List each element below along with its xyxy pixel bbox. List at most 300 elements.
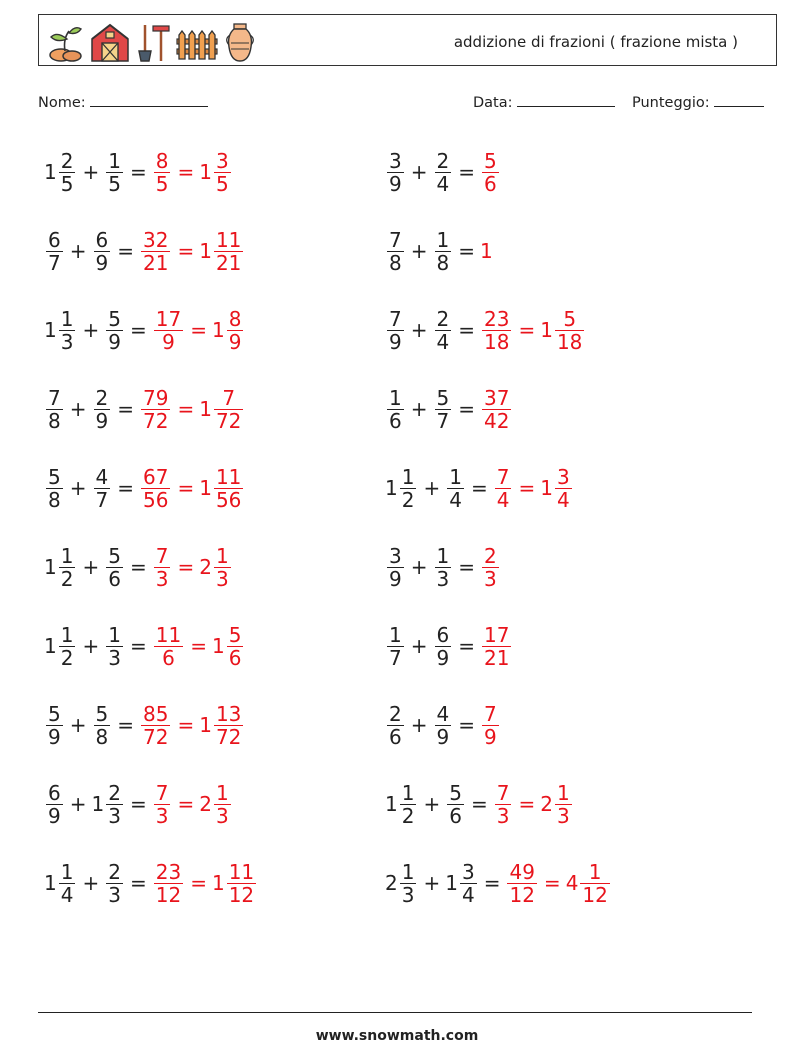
whole-part: 1 bbox=[199, 713, 212, 737]
mixed-number bbox=[385, 782, 418, 827]
score-line[interactable] bbox=[714, 94, 764, 107]
mixed-number bbox=[139, 229, 172, 274]
denominator: 8 bbox=[48, 487, 61, 512]
numerator: 1 bbox=[108, 148, 121, 173]
equals-sign: = bbox=[458, 318, 475, 342]
mixed-number bbox=[385, 308, 406, 353]
denominator: 3 bbox=[155, 803, 169, 828]
denominator: 9 bbox=[436, 645, 450, 670]
denominator: 9 bbox=[48, 803, 61, 828]
whole-part: 1 bbox=[211, 318, 225, 342]
denominator: 3 bbox=[496, 803, 510, 828]
whole-part: 1 bbox=[91, 792, 105, 816]
denominator: 9 bbox=[389, 329, 402, 354]
numerator: 2 bbox=[484, 543, 497, 568]
numerator: 7 bbox=[155, 780, 169, 805]
plus-sign: + bbox=[69, 239, 87, 263]
mixed-number bbox=[139, 387, 172, 432]
date-field[interactable] bbox=[473, 94, 615, 111]
numerator: 1 bbox=[389, 622, 402, 647]
numerator: 6 bbox=[48, 227, 61, 252]
fraction bbox=[106, 308, 123, 353]
plus-sign: + bbox=[69, 476, 87, 500]
mixed-number bbox=[212, 861, 258, 906]
denominator: 9 bbox=[484, 724, 497, 749]
numerator: 13 bbox=[215, 701, 242, 726]
numerator: 7 bbox=[222, 385, 236, 410]
fraction bbox=[214, 150, 231, 195]
numerator: 7 bbox=[48, 385, 61, 410]
equals-sign: = bbox=[518, 792, 536, 816]
denominator: 56 bbox=[143, 487, 169, 512]
numerator: 6 bbox=[95, 227, 109, 252]
numerator: 2 bbox=[436, 148, 450, 173]
mixed-number bbox=[152, 782, 173, 827]
fraction bbox=[59, 308, 76, 353]
fraction bbox=[387, 150, 404, 195]
fraction bbox=[482, 150, 499, 195]
denominator: 7 bbox=[95, 487, 109, 512]
fraction bbox=[482, 387, 511, 432]
problem-item bbox=[44, 300, 245, 360]
fraction bbox=[46, 466, 63, 511]
numerator: 2 bbox=[108, 780, 121, 805]
problem-item bbox=[385, 695, 501, 755]
denominator: 6 bbox=[228, 645, 242, 670]
mixed-number bbox=[540, 466, 573, 511]
numerator: 7 bbox=[389, 306, 402, 331]
denominator: 12 bbox=[155, 882, 182, 907]
denominator: 4 bbox=[556, 487, 570, 512]
denominator: 7 bbox=[48, 250, 61, 275]
denominator: 5 bbox=[155, 171, 169, 196]
fraction bbox=[555, 308, 584, 353]
denominator: 9 bbox=[436, 724, 450, 749]
denominator: 3 bbox=[108, 803, 121, 828]
denominator: 8 bbox=[48, 408, 61, 433]
mixed-number bbox=[445, 782, 466, 827]
mixed-number bbox=[44, 466, 65, 511]
mixed-number bbox=[480, 703, 501, 748]
mixed-number bbox=[44, 703, 65, 748]
fraction bbox=[400, 466, 417, 511]
equals-sign: = bbox=[117, 476, 134, 500]
equals-sign: = bbox=[470, 792, 488, 816]
mixed-number bbox=[445, 861, 478, 906]
denominator: 6 bbox=[389, 724, 402, 749]
denominator: 3 bbox=[484, 566, 497, 591]
denominator: 7 bbox=[436, 408, 450, 433]
denominator: 9 bbox=[95, 250, 109, 275]
mixed-number bbox=[199, 782, 232, 827]
numerator: 8 bbox=[155, 148, 169, 173]
numerator: 8 bbox=[228, 306, 242, 331]
equals-sign: = bbox=[470, 476, 488, 500]
numerator: 3 bbox=[461, 859, 475, 884]
mixed-number bbox=[199, 387, 245, 432]
denominator: 42 bbox=[484, 408, 510, 433]
equals-sign: = bbox=[177, 239, 195, 263]
denominator: 2 bbox=[401, 803, 415, 828]
denominator: 3 bbox=[436, 566, 450, 591]
denominator: 4 bbox=[449, 487, 462, 512]
plus-sign: + bbox=[82, 634, 100, 658]
equals-sign: = bbox=[117, 239, 134, 263]
equals-sign: = bbox=[190, 871, 207, 895]
denominator: 2 bbox=[60, 645, 74, 670]
problem-item bbox=[385, 300, 586, 360]
mixed-number bbox=[92, 782, 125, 827]
numerator: 5 bbox=[48, 464, 61, 489]
plus-sign: + bbox=[410, 318, 428, 342]
denominator: 2 bbox=[401, 487, 415, 512]
fraction bbox=[94, 703, 111, 748]
denominator: 3 bbox=[108, 645, 121, 670]
mixed-number bbox=[480, 624, 513, 669]
numerator: 1 bbox=[401, 859, 415, 884]
numerator: 7 bbox=[155, 543, 169, 568]
whole-part: 1 bbox=[540, 476, 553, 500]
denominator: 5 bbox=[108, 171, 121, 196]
mixed-number bbox=[212, 308, 245, 353]
numerator: 17 bbox=[155, 306, 182, 331]
mixed-number bbox=[92, 703, 113, 748]
numerator: 7 bbox=[484, 701, 497, 726]
mixed-number bbox=[44, 150, 77, 195]
numerator: 5 bbox=[108, 306, 121, 331]
sprout-icon bbox=[45, 21, 85, 63]
whole-part: 2 bbox=[540, 792, 553, 816]
fraction bbox=[387, 545, 404, 590]
problem-item bbox=[44, 853, 258, 913]
fraction bbox=[94, 387, 111, 432]
equals-sign: = bbox=[518, 476, 536, 500]
fraction bbox=[154, 150, 171, 195]
denominator: 18 bbox=[484, 329, 510, 354]
mixed-number bbox=[385, 861, 418, 906]
fraction bbox=[580, 861, 609, 906]
mixed-number bbox=[44, 861, 77, 906]
mixed-number bbox=[540, 782, 573, 827]
whole-part: 4 bbox=[565, 871, 579, 895]
fraction bbox=[106, 545, 123, 590]
mixed-number bbox=[139, 466, 172, 511]
fraction bbox=[46, 703, 63, 748]
equals-sign: = bbox=[129, 555, 147, 579]
equals-sign: = bbox=[458, 160, 475, 184]
name-line[interactable] bbox=[90, 94, 208, 107]
whole-part: 1 bbox=[385, 792, 398, 816]
equals-sign: = bbox=[458, 555, 475, 579]
fraction bbox=[46, 387, 63, 432]
problem-item bbox=[385, 458, 574, 518]
footer-divider bbox=[38, 1012, 752, 1013]
mixed-number bbox=[385, 624, 406, 669]
numerator: 1 bbox=[215, 543, 229, 568]
fraction bbox=[482, 624, 511, 669]
fraction bbox=[46, 782, 63, 827]
mixed-number bbox=[433, 308, 454, 353]
equals-sign: = bbox=[458, 634, 475, 658]
fraction bbox=[214, 703, 243, 748]
denominator: 72 bbox=[143, 408, 169, 433]
denominator: 9 bbox=[389, 171, 402, 196]
mixed-number bbox=[433, 703, 454, 748]
date-line[interactable] bbox=[517, 94, 615, 107]
mixed-number bbox=[152, 150, 173, 195]
plus-sign: + bbox=[423, 476, 441, 500]
mixed-number bbox=[199, 466, 245, 511]
equals-sign: = bbox=[177, 160, 195, 184]
numerator: 1 bbox=[60, 306, 74, 331]
fraction bbox=[214, 782, 231, 827]
denominator: 9 bbox=[108, 329, 121, 354]
whole-part: 1 bbox=[385, 476, 398, 500]
numerator: 5 bbox=[108, 543, 121, 568]
problem-item bbox=[44, 537, 233, 597]
mixed-number bbox=[199, 150, 232, 195]
fraction bbox=[435, 545, 452, 590]
fraction bbox=[227, 861, 256, 906]
denominator: 9 bbox=[389, 566, 402, 591]
problem-item bbox=[385, 537, 501, 597]
whole-part: 1 bbox=[44, 555, 57, 579]
mixed-number bbox=[480, 545, 501, 590]
fraction bbox=[106, 150, 123, 195]
equals-sign: = bbox=[177, 792, 195, 816]
numerator: 67 bbox=[143, 464, 169, 489]
fraction bbox=[495, 466, 512, 511]
denominator: 3 bbox=[556, 803, 570, 828]
mixed-number bbox=[212, 624, 245, 669]
mixed-number bbox=[104, 624, 125, 669]
mixed-number bbox=[480, 150, 501, 195]
clay-jar-icon bbox=[223, 21, 257, 63]
fraction bbox=[214, 545, 231, 590]
numerator: 1 bbox=[449, 464, 462, 489]
plus-sign: + bbox=[410, 239, 428, 263]
whole-part: 1 bbox=[211, 634, 225, 658]
numerator: 23 bbox=[484, 306, 510, 331]
problem-item bbox=[44, 458, 245, 518]
fraction bbox=[387, 624, 404, 669]
numerator: 49 bbox=[509, 859, 535, 884]
fraction bbox=[141, 466, 170, 511]
plus-sign: + bbox=[410, 160, 428, 184]
equals-sign: = bbox=[117, 713, 134, 737]
denominator: 21 bbox=[484, 645, 510, 670]
fraction bbox=[435, 624, 452, 669]
denominator: 8 bbox=[436, 250, 450, 275]
numerator: 1 bbox=[436, 543, 450, 568]
numerator: 2 bbox=[60, 148, 74, 173]
denominator: 4 bbox=[461, 882, 475, 907]
denominator: 4 bbox=[496, 487, 510, 512]
denominator: 6 bbox=[389, 408, 402, 433]
equals-sign: = bbox=[177, 397, 195, 421]
numerator: 11 bbox=[215, 227, 242, 252]
whole-part: 2 bbox=[385, 871, 398, 895]
numerator: 6 bbox=[48, 780, 61, 805]
denominator: 3 bbox=[215, 803, 229, 828]
numerator: 4 bbox=[95, 464, 109, 489]
fraction bbox=[106, 624, 123, 669]
problem-item bbox=[385, 853, 612, 913]
plus-sign: + bbox=[82, 555, 100, 579]
equals-sign: = bbox=[129, 871, 147, 895]
mixed-number bbox=[92, 466, 113, 511]
denominator: 6 bbox=[484, 171, 497, 196]
mixed-number bbox=[199, 545, 232, 590]
equals-sign: = bbox=[177, 555, 195, 579]
equals-sign: = bbox=[129, 634, 147, 658]
whole-part: 1 bbox=[44, 871, 57, 895]
denominator: 9 bbox=[228, 329, 242, 354]
answer-whole: 1 bbox=[480, 239, 493, 263]
denominator: 18 bbox=[556, 329, 583, 354]
denominator: 4 bbox=[436, 329, 450, 354]
fraction bbox=[59, 545, 76, 590]
fraction bbox=[154, 861, 183, 906]
mixed-number bbox=[385, 387, 406, 432]
mixed-number bbox=[540, 308, 586, 353]
fraction bbox=[227, 624, 244, 669]
numerator: 4 bbox=[436, 701, 450, 726]
mixed-number bbox=[139, 703, 172, 748]
fraction bbox=[59, 150, 76, 195]
numerator: 5 bbox=[436, 385, 450, 410]
whole-part: 1 bbox=[199, 239, 212, 263]
denominator: 7 bbox=[389, 645, 402, 670]
numerator: 1 bbox=[389, 385, 402, 410]
denominator: 9 bbox=[95, 408, 109, 433]
fraction bbox=[435, 703, 452, 748]
problem-item bbox=[385, 142, 501, 202]
mixed-number bbox=[385, 703, 406, 748]
fraction bbox=[435, 150, 452, 195]
problem-item bbox=[44, 142, 233, 202]
numerator: 1 bbox=[588, 859, 602, 884]
plus-sign: + bbox=[423, 792, 441, 816]
mixed-number bbox=[433, 229, 454, 274]
denominator: 21 bbox=[215, 250, 242, 275]
plus-sign: + bbox=[69, 713, 87, 737]
mixed-number bbox=[385, 466, 418, 511]
fraction bbox=[59, 861, 76, 906]
numerator: 1 bbox=[401, 780, 415, 805]
numerator: 5 bbox=[228, 622, 242, 647]
fraction bbox=[387, 308, 404, 353]
numerator: 7 bbox=[389, 227, 402, 252]
mixed-number bbox=[480, 387, 513, 432]
fraction bbox=[214, 387, 243, 432]
numerator: 5 bbox=[563, 306, 577, 331]
mixed-number bbox=[152, 545, 173, 590]
mixed-number bbox=[433, 545, 454, 590]
fraction bbox=[387, 387, 404, 432]
mixed-number bbox=[104, 861, 125, 906]
denominator: 72 bbox=[215, 408, 242, 433]
name-field[interactable] bbox=[38, 94, 208, 111]
fraction bbox=[482, 308, 511, 353]
numerator: 32 bbox=[143, 227, 169, 252]
equals-sign: = bbox=[458, 397, 475, 421]
fraction bbox=[387, 229, 404, 274]
mixed-number bbox=[104, 308, 125, 353]
whole-part: 1 bbox=[445, 871, 458, 895]
mixed-number bbox=[385, 545, 406, 590]
plus-sign: + bbox=[410, 397, 428, 421]
fraction bbox=[460, 861, 477, 906]
mixed-number bbox=[44, 624, 77, 669]
denominator: 12 bbox=[228, 882, 255, 907]
problem-item bbox=[44, 695, 245, 755]
fraction bbox=[482, 545, 499, 590]
fraction bbox=[94, 466, 111, 511]
plus-sign: + bbox=[82, 160, 100, 184]
denominator: 6 bbox=[449, 803, 462, 828]
fraction bbox=[59, 624, 76, 669]
fraction bbox=[435, 229, 452, 274]
equals-sign: = bbox=[458, 239, 475, 263]
whole-part: 1 bbox=[211, 871, 225, 895]
numerator: 1 bbox=[108, 622, 121, 647]
denominator: 21 bbox=[143, 250, 169, 275]
numerator: 5 bbox=[95, 701, 109, 726]
plus-sign: + bbox=[410, 555, 428, 579]
plus-sign: + bbox=[82, 871, 100, 895]
denominator: 4 bbox=[60, 882, 74, 907]
footer-url: www.snowmath.com bbox=[315, 1028, 479, 1044]
problem-item bbox=[385, 774, 574, 834]
fraction bbox=[227, 308, 244, 353]
fraction bbox=[214, 229, 243, 274]
date-label: Data: bbox=[473, 95, 513, 111]
numerator: 3 bbox=[215, 148, 229, 173]
denominator: 12 bbox=[582, 882, 608, 907]
worksheet-title: addizione di frazioni ( frazione mista ) bbox=[453, 33, 738, 51]
mixed-number bbox=[433, 624, 454, 669]
numerator: 1 bbox=[436, 227, 450, 252]
mixed-number bbox=[566, 861, 612, 906]
denominator: 3 bbox=[108, 882, 121, 907]
mixed-number bbox=[92, 387, 113, 432]
denominator: 5 bbox=[60, 171, 74, 196]
equals-sign: = bbox=[129, 160, 147, 184]
mixed-number bbox=[385, 150, 406, 195]
score-field[interactable] bbox=[632, 94, 764, 111]
numerator: 3 bbox=[556, 464, 570, 489]
mixed-number bbox=[44, 782, 65, 827]
fraction bbox=[447, 782, 464, 827]
fence-icon bbox=[175, 21, 219, 63]
fraction bbox=[555, 466, 572, 511]
numerator: 11 bbox=[228, 859, 255, 884]
equals-sign: = bbox=[483, 871, 501, 895]
mixed-number bbox=[433, 387, 454, 432]
mixed-number bbox=[44, 229, 65, 274]
whole-part: 1 bbox=[44, 634, 57, 658]
fraction bbox=[141, 703, 170, 748]
mixed-number bbox=[493, 466, 514, 511]
problem-item bbox=[44, 616, 245, 676]
fraction bbox=[507, 861, 536, 906]
fraction bbox=[435, 308, 452, 353]
denominator: 6 bbox=[162, 645, 175, 670]
equals-sign: = bbox=[129, 318, 147, 342]
numerator: 1 bbox=[401, 464, 415, 489]
whole-part: 1 bbox=[199, 397, 212, 421]
